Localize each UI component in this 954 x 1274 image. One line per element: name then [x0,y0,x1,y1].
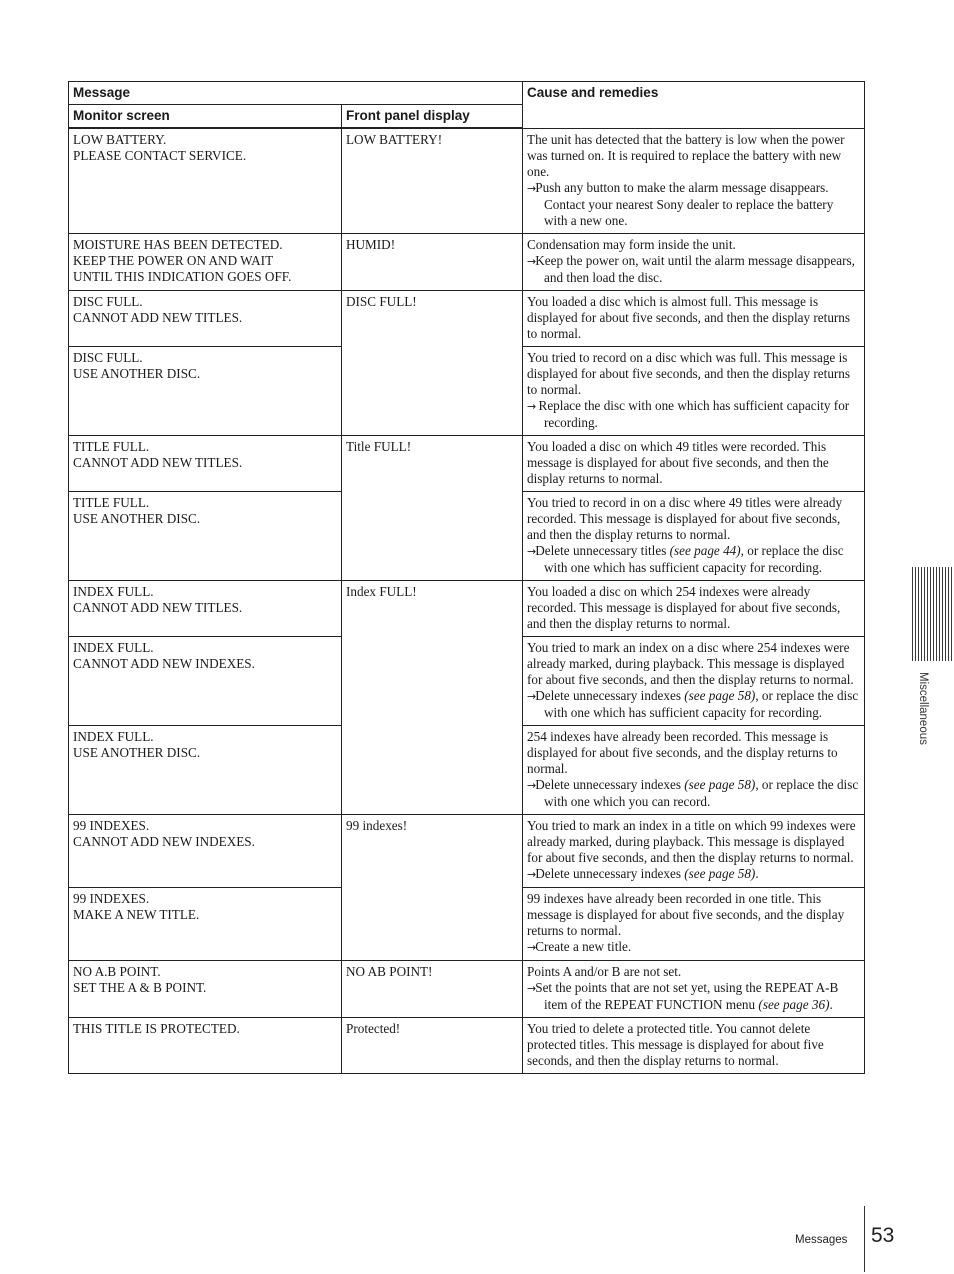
table-row [69,814,865,887]
monitor-screen-cell [69,491,342,580]
remedy-text: The unit has detected that the battery is low when the power was turned on. It is required to replace the battery with new one. [527,131,845,179]
front-panel-display-cell: Title FULL! [342,435,523,580]
remedy-text: You tried to mark an index in a title on which 99 indexes were already marked, during playback. This message is displayed for about five seconds, and then the display returns to normal. [527,817,856,865]
page-reference: (see page 44) [669,542,741,558]
cause-remedy-cell [523,346,865,435]
monitor-message-line: USE ANOTHER DISC. [73,365,201,381]
remedy-text: Points A and/or B are not set. [527,963,682,979]
remedy-text: You tried to record on a disc which was full. This message is displayed for about five seconds, and then the display returns to normal. [527,349,851,397]
remedy-item [527,543,860,576]
remedy-item [527,180,860,229]
remedy-text: You tried to record in on a disc where 49 titles were already recorded. This message is displayed for about five seconds, and then the display returns to normal. [527,494,843,542]
remedy-text: Delete unnecessary indexes [535,687,685,703]
table-row [69,128,865,233]
cause-text [527,350,860,398]
cause-text [527,132,860,180]
cause-text [527,584,860,632]
arrow-icon: → [527,544,536,558]
page-reference: (see page 36) [758,996,830,1012]
header-message: Message [69,82,523,105]
remedy-item [527,777,860,810]
monitor-message-line: CANNOT ADD NEW TITLES. [73,309,243,325]
monitor-message-line: TITLE FULL. [73,494,150,510]
arrow-icon: → [527,867,536,881]
front-panel-display-cell: NO AB POINT! [342,960,523,1017]
header-cause-and-remedies: Cause and remedies [523,82,865,129]
remedy-text: You tried to delete a protected title. You cannot delete protected titles. This message is displayed for about five seconds, and then the display returns to normal. [527,1020,824,1068]
front-panel-display-cell: Protected! [342,1017,523,1073]
table-body [69,128,865,1073]
table-row [69,1017,865,1073]
monitor-message-line: CANNOT ADD NEW INDEXES. [73,655,255,671]
cause-remedy-cell [523,636,865,725]
remedy-text: Delete unnecessary indexes [535,776,685,792]
remedy-text: Condensation may form inside the unit. [527,236,736,252]
monitor-message-line: CANNOT ADD NEW TITLES. [73,599,243,615]
arrow-icon: → [527,399,536,413]
messages-table [68,81,865,1074]
remedy-item [527,253,860,286]
table-row [69,580,865,636]
cause-remedy-cell [523,491,865,580]
remedy-text: Delete unnecessary titles [535,542,670,558]
monitor-message-line: USE ANOTHER DISC. [73,744,201,760]
monitor-screen-cell [69,1017,342,1073]
cause-remedy-cell [523,725,865,814]
remedy-text: 99 indexes have already been recorded in one title. This message is displayed for about five seconds, and the display returns to normal. [527,890,845,938]
page-reference: (see page 58) [684,865,756,881]
cause-remedy-cell [523,290,865,346]
remedy-item [527,398,860,431]
monitor-message-line: KEEP THE POWER ON AND WAIT [73,252,274,268]
remedy-text: You loaded a disc on which 49 titles were recorded. This message is displayed for about five seconds, and then the display returns to normal. [527,438,829,486]
arrow-icon: → [527,940,536,954]
monitor-message-line: CANNOT ADD NEW TITLES. [73,454,243,470]
monitor-message-line: DISC FULL. [73,293,143,309]
front-panel-display-cell: Index FULL! [342,580,523,814]
remedy-text: Push any button to make the alarm message disappears. Contact your nearest Sony dealer to replace the battery with a new one. [535,179,834,228]
cause-remedy-cell [523,128,865,233]
arrow-icon: → [527,689,536,703]
remedy-text-continued: , or replace the disc with one which you can record. [544,776,859,809]
monitor-screen-cell [69,960,342,1017]
monitor-message-line: 99 INDEXES. [73,890,150,906]
front-panel-display-cell: LOW BATTERY! [342,128,523,233]
monitor-screen-cell [69,128,342,233]
table-row [69,435,865,491]
cause-text [527,818,860,866]
monitor-screen-cell [69,636,342,725]
section-side-label: Miscellaneous [917,672,929,745]
cause-remedy-cell [523,580,865,636]
footer-divider [864,1206,865,1272]
page-number: 53 [871,1224,895,1247]
remedy-text: 254 indexes have already been recorded. This message is displayed for about five seconds, and the display returns to normal. [527,728,838,776]
remedy-text: You loaded a disc which is almost full. This message is displayed for about five seconds, and then the display returns to normal. [527,293,851,341]
monitor-message-line: SET THE A & B POINT. [73,979,207,995]
cause-text [527,729,860,777]
remedy-text: Delete unnecessary indexes [535,865,685,881]
table-row [69,960,865,1017]
monitor-message-line: INDEX FULL. [73,639,154,655]
monitor-screen-cell [69,580,342,636]
cause-text [527,439,860,487]
remedy-item [527,866,860,883]
table-row [69,290,865,346]
monitor-screen-cell [69,233,342,290]
table-row [69,233,865,290]
cause-remedy-cell [523,814,865,887]
monitor-message-line: DISC FULL. [73,349,143,365]
monitor-message-line: USE ANOTHER DISC. [73,510,201,526]
monitor-message-line: PLEASE CONTACT SERVICE. [73,148,247,163]
cause-remedy-cell [523,233,865,290]
monitor-message-line: CANNOT ADD NEW INDEXES. [73,833,255,849]
cause-remedy-cell [523,1017,865,1073]
monitor-message-line: UNTIL THIS INDICATION GOES OFF. [73,268,292,284]
monitor-message-line: TITLE FULL. [73,438,150,454]
monitor-message-line: LOW BATTERY. [73,132,167,147]
remedy-item [527,939,860,956]
remedy-item [527,688,860,721]
cause-text [527,964,860,980]
remedy-text-continued: . [755,865,759,881]
monitor-message-line: INDEX FULL. [73,728,154,744]
monitor-screen-cell [69,887,342,960]
cause-text [527,891,860,939]
remedy-text: Set the points that are not set yet, using the REPEAT A-B item of the REPEAT FUNCTION menu [535,979,839,1012]
remedy-text: Replace the disc with one which has sufficient capacity for recording. [535,397,850,430]
front-panel-display-cell: HUMID! [342,233,523,290]
cause-remedy-cell [523,960,865,1017]
page-reference: (see page 58) [684,687,756,703]
monitor-message-line: MAKE A NEW TITLE. [73,906,200,922]
remedy-text: You loaded a disc on which 254 indexes were already recorded. This message is displayed for about five seconds, and then the display returns to normal. [527,583,841,631]
arrow-icon: → [527,181,536,195]
cause-text [527,294,860,342]
cause-remedy-cell [523,887,865,960]
front-panel-display-cell: 99 indexes! [342,814,523,960]
monitor-message-line: NO A.B POINT. [73,963,161,979]
section-tab-marker [912,567,954,661]
header-front-panel-display: Front panel display [342,105,523,129]
front-panel-display-cell: DISC FULL! [342,290,523,435]
page-reference: (see page 58) [684,776,756,792]
remedy-text: You tried to mark an index on a disc where 254 indexes were already marked, during playback. This message is displayed for about five seconds, and then the display returns to normal. [527,639,854,687]
footer-section-title: Messages [795,1234,848,1246]
remedy-item [527,980,860,1013]
arrow-icon: → [527,254,536,268]
remedy-text: Keep the power on, wait until the alarm message disappears, and then load the disc. [535,252,855,285]
monitor-screen-cell [69,290,342,346]
monitor-screen-cell [69,435,342,491]
monitor-screen-cell [69,814,342,887]
remedy-text-continued: , or replace the disc with one which has sufficient capacity for recording. [544,542,844,575]
arrow-icon: → [527,778,536,792]
monitor-message-line: MOISTURE HAS BEEN DETECTED. [73,236,283,252]
cause-remedy-cell [523,435,865,491]
cause-text [527,1021,860,1069]
arrow-icon: → [527,981,536,995]
monitor-message-line: THIS TITLE IS PROTECTED. [73,1020,240,1036]
monitor-message-line: INDEX FULL. [73,583,154,599]
remedy-text: Create a new title. [535,938,632,954]
remedy-text-continued: , or replace the disc with one which has sufficient capacity for recording. [544,687,859,720]
monitor-message-line: 99 INDEXES. [73,817,150,833]
monitor-screen-cell [69,725,342,814]
cause-text [527,495,860,543]
cause-text [527,640,860,688]
cause-text [527,237,860,253]
header-monitor-screen: Monitor screen [69,105,342,129]
monitor-screen-cell [69,346,342,435]
remedy-text-continued: . [829,996,833,1012]
